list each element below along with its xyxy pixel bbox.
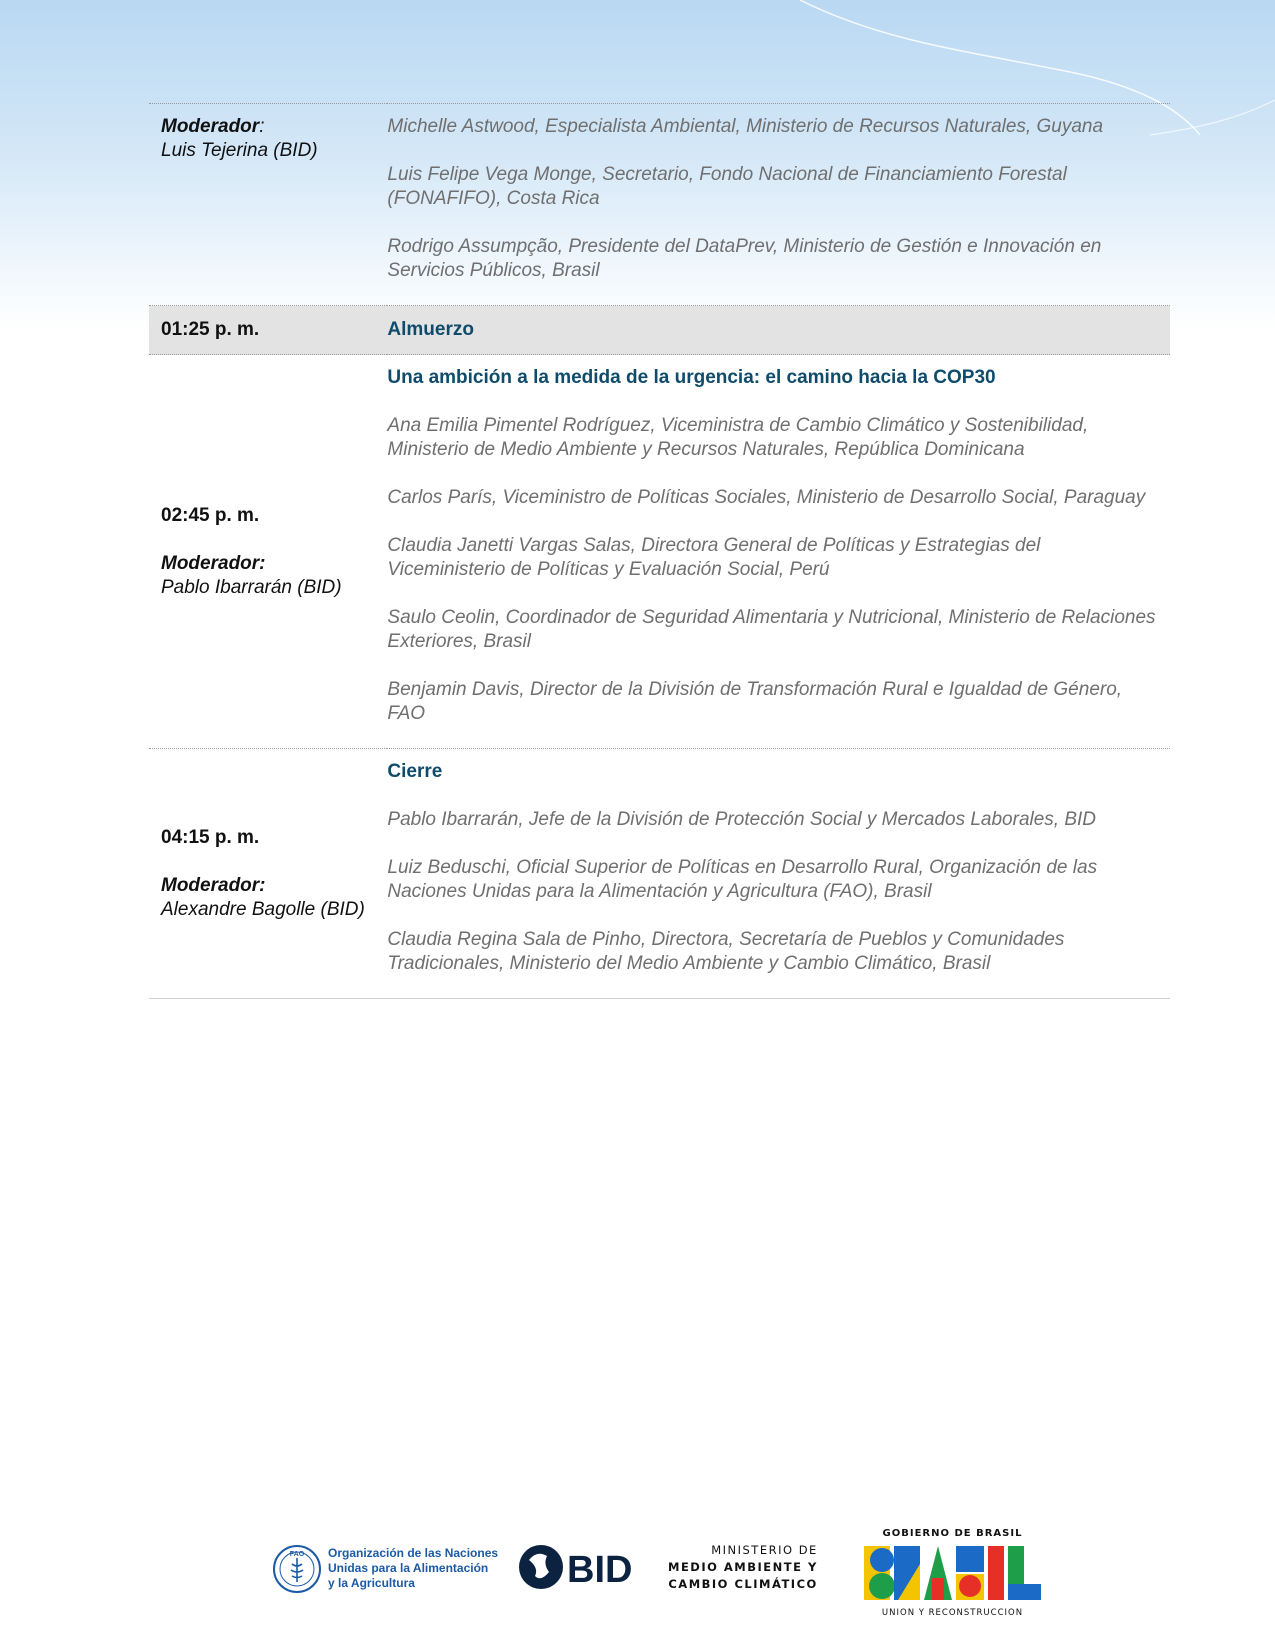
ministerio-line: MINISTERIO DE	[711, 1543, 818, 1557]
moderator-name: Alexandre Bagolle (BID)	[161, 898, 365, 920]
fao-name-line: y la Agricultura	[328, 1576, 415, 1590]
fao-name-line: Unidas para la Alimentación	[328, 1561, 489, 1575]
session-time: 04:15 p. m.	[161, 826, 260, 848]
agenda-row-lunch	[149, 306, 1170, 355]
gobierno-brasil-logo	[860, 1528, 1045, 1620]
speaker: Claudia Regina Sala de Pinho, Directora, Secretaría de Pueblos y Comunidades Tradicionales, Ministerio del Medio Ambiente y Cambio Climático, Brasil	[387, 929, 1065, 974]
bid-logo-icon	[517, 1542, 645, 1592]
speaker: Michelle Astwood, Especialista Ambiental, Ministerio de Recursos Naturales, Guyana	[387, 116, 1104, 137]
brasil-wordmark-icon	[860, 1542, 1045, 1604]
fao-name-line: Organización de las Naciones	[328, 1546, 499, 1560]
speaker: Pablo Ibarrarán, Jefe de la División de Protección Social y Mercados Laborales, BID	[387, 809, 1097, 830]
footer-logos	[0, 1520, 1275, 1630]
session-title: Almuerzo	[387, 319, 474, 340]
speaker: Ana Emilia Pimentel Rodríguez, Viceministra de Cambio Climático y Sostenibilidad, Ministerio de Medio Ambiente y Recursos Naturales, República Dominicana	[387, 415, 1089, 460]
time-cell	[149, 355, 387, 749]
time-cell	[149, 749, 387, 999]
speaker: Rodrigo Assumpção, Presidente del DataPrev, Ministerio de Gestión e Innovación en Servicios Públicos, Brasil	[387, 236, 1102, 281]
ministerio-line: MEDIO AMBIENTE Y	[668, 1560, 818, 1574]
agenda-row-closing	[149, 749, 1170, 999]
agenda-table	[149, 103, 1170, 999]
session-cell	[387, 749, 1170, 999]
ministerio-line: CAMBIO CLIMÁTICO	[668, 1577, 818, 1591]
time-cell	[149, 104, 387, 306]
session-title: Cierre	[387, 761, 443, 782]
time-cell	[149, 306, 387, 355]
agenda-row-panel	[149, 355, 1170, 749]
session-time: 01:25 p. m.	[161, 319, 260, 340]
ministerio-logo	[668, 1542, 818, 1593]
session-cell	[387, 104, 1170, 306]
speaker: Benjamin Davis, Director de la División de Transformación Rural e Igualdad de Género, FAO	[387, 679, 1123, 724]
moderator-label: Moderador:	[161, 552, 266, 574]
moderator-label: Moderador:	[161, 874, 266, 896]
session-cell	[387, 355, 1170, 749]
speaker: Luiz Beduschi, Oficial Superior de Políticas en Desarrollo Rural, Organización de las Naciones Unidas para la Alimentación y Agricultura (FAO), Brasil	[387, 857, 1098, 902]
speaker: Saulo Ceolin, Coordinador de Seguridad Alimentaria y Nutricional, Ministerio de Relaciones Exteriores, Brasil	[387, 607, 1156, 652]
session-cell	[387, 306, 1170, 355]
session-time: 02:45 p. m.	[161, 504, 260, 526]
session-title: Una ambición a la medida de la urgencia: el camino hacia la COP30	[387, 367, 996, 388]
speaker: Luis Felipe Vega Monge, Secretario, Fondo Nacional de Financiamiento Forestal (FONAFIFO), Costa Rica	[387, 164, 1067, 209]
moderator-name: Luis Tejerina (BID)	[161, 140, 318, 161]
moderator-name: Pablo Ibarrarán (BID)	[161, 576, 342, 598]
fao-name	[328, 1546, 498, 1591]
moderator-label: Moderador:	[161, 116, 265, 137]
bid-wordmark: BID	[567, 1549, 633, 1591]
brasil-bottom-text: UNION Y RECONSTRUCCION	[881, 1608, 1024, 1618]
moderator-colon: :	[259, 116, 265, 137]
brasil-top-text: GOBIERNO DE BRASIL	[882, 1528, 1023, 1539]
agenda-row-panel	[149, 104, 1170, 306]
speaker: Claudia Janetti Vargas Salas, Directora General de Políticas y Estrategias del Viceministerio de Políticas y Evaluación Social, Perú	[387, 535, 1041, 580]
speaker: Carlos París, Viceministro de Políticas Sociales, Ministerio de Desarrollo Social, Paraguay	[387, 487, 1146, 508]
fao-emblem-icon	[272, 1544, 322, 1594]
fao-emblem-letters: FAO	[289, 1551, 305, 1558]
